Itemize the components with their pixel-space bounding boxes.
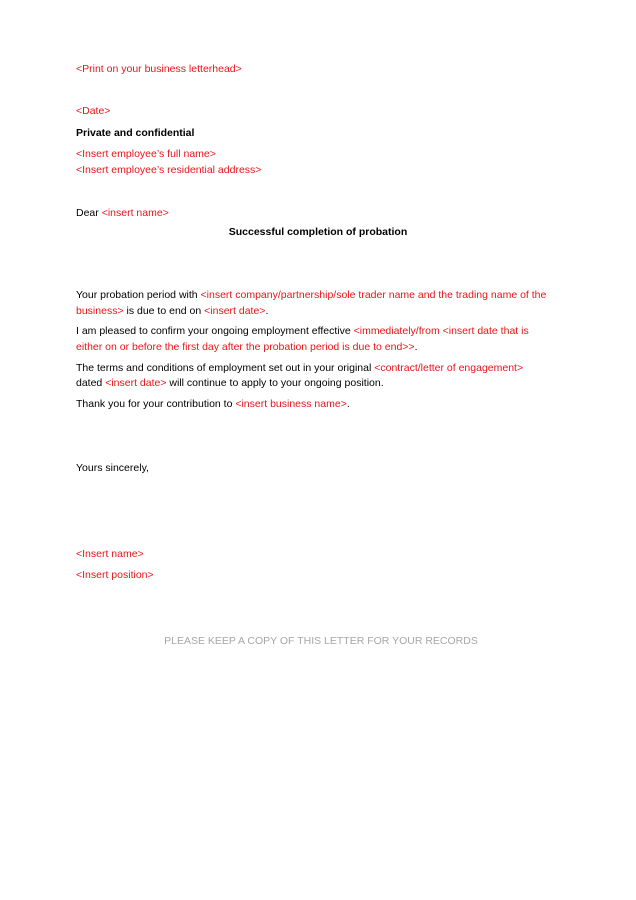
p4-text-a: Thank you for your contribution to	[76, 398, 236, 410]
closing: Yours sincerely,	[76, 462, 149, 474]
recipient-address: <Insert employee’s residential address>	[76, 164, 262, 176]
paragraph-1-line-1	[76, 289, 546, 302]
recipient-name: <Insert employee’s full name>	[76, 148, 216, 160]
p1-text-a: Your probation period with	[76, 289, 201, 301]
letter-subject: Successful completion of probation	[228, 226, 408, 238]
p1-text-f: .	[265, 305, 269, 317]
records-footer: PLEASE KEEP A COPY OF THIS LETTER FOR YOUR RECORDS	[164, 635, 478, 647]
p1-placeholder-company: <insert company/partnership/sole trader name and the trading name of the	[200, 289, 547, 301]
paragraph-2-line-2	[76, 341, 417, 354]
p2-text-d: .	[414, 341, 418, 353]
p2-placeholder-effective-cont: either on or before the first day after the probation period is due to end>>	[76, 341, 415, 353]
paragraph-3-line-1	[76, 362, 523, 375]
letterhead-placeholder: <Print on your business letterhead>	[76, 63, 242, 75]
paragraph-4	[76, 398, 350, 411]
paragraph-1-line-2	[76, 305, 268, 318]
p2-text-a: I am pleased to confirm your ongoing employment effective	[76, 325, 354, 337]
p4-text-c: .	[346, 398, 350, 410]
p1-placeholder-date: <insert date>	[204, 305, 266, 317]
p3-text-a: The terms and conditions of employment set out in your original	[76, 362, 375, 374]
p2-placeholder-effective: <immediately/from <insert date that is	[353, 325, 529, 337]
salutation-name: <insert name>	[101, 207, 169, 219]
p3-placeholder-contract: <contract/letter of engagement>	[374, 362, 524, 374]
p1-text-d: is due to end on	[123, 305, 205, 317]
date-placeholder: <Date>	[76, 105, 111, 117]
p4-placeholder-business: <insert business name>	[235, 398, 347, 410]
p3-text-e: will continue to apply to your ongoing position.	[166, 377, 384, 389]
salutation	[76, 207, 169, 220]
confidential-label: Private and confidential	[76, 127, 195, 139]
signature-name: <Insert name>	[76, 548, 144, 560]
salutation-prefix: Dear	[76, 207, 102, 219]
signature-position: <Insert position>	[76, 569, 154, 581]
paragraph-2-line-1	[76, 325, 529, 338]
p3-placeholder-date: <insert date>	[105, 377, 167, 389]
p1-placeholder-business: business>	[76, 305, 124, 317]
p3-text-c: dated	[76, 377, 106, 389]
paragraph-3-line-2	[76, 377, 384, 390]
